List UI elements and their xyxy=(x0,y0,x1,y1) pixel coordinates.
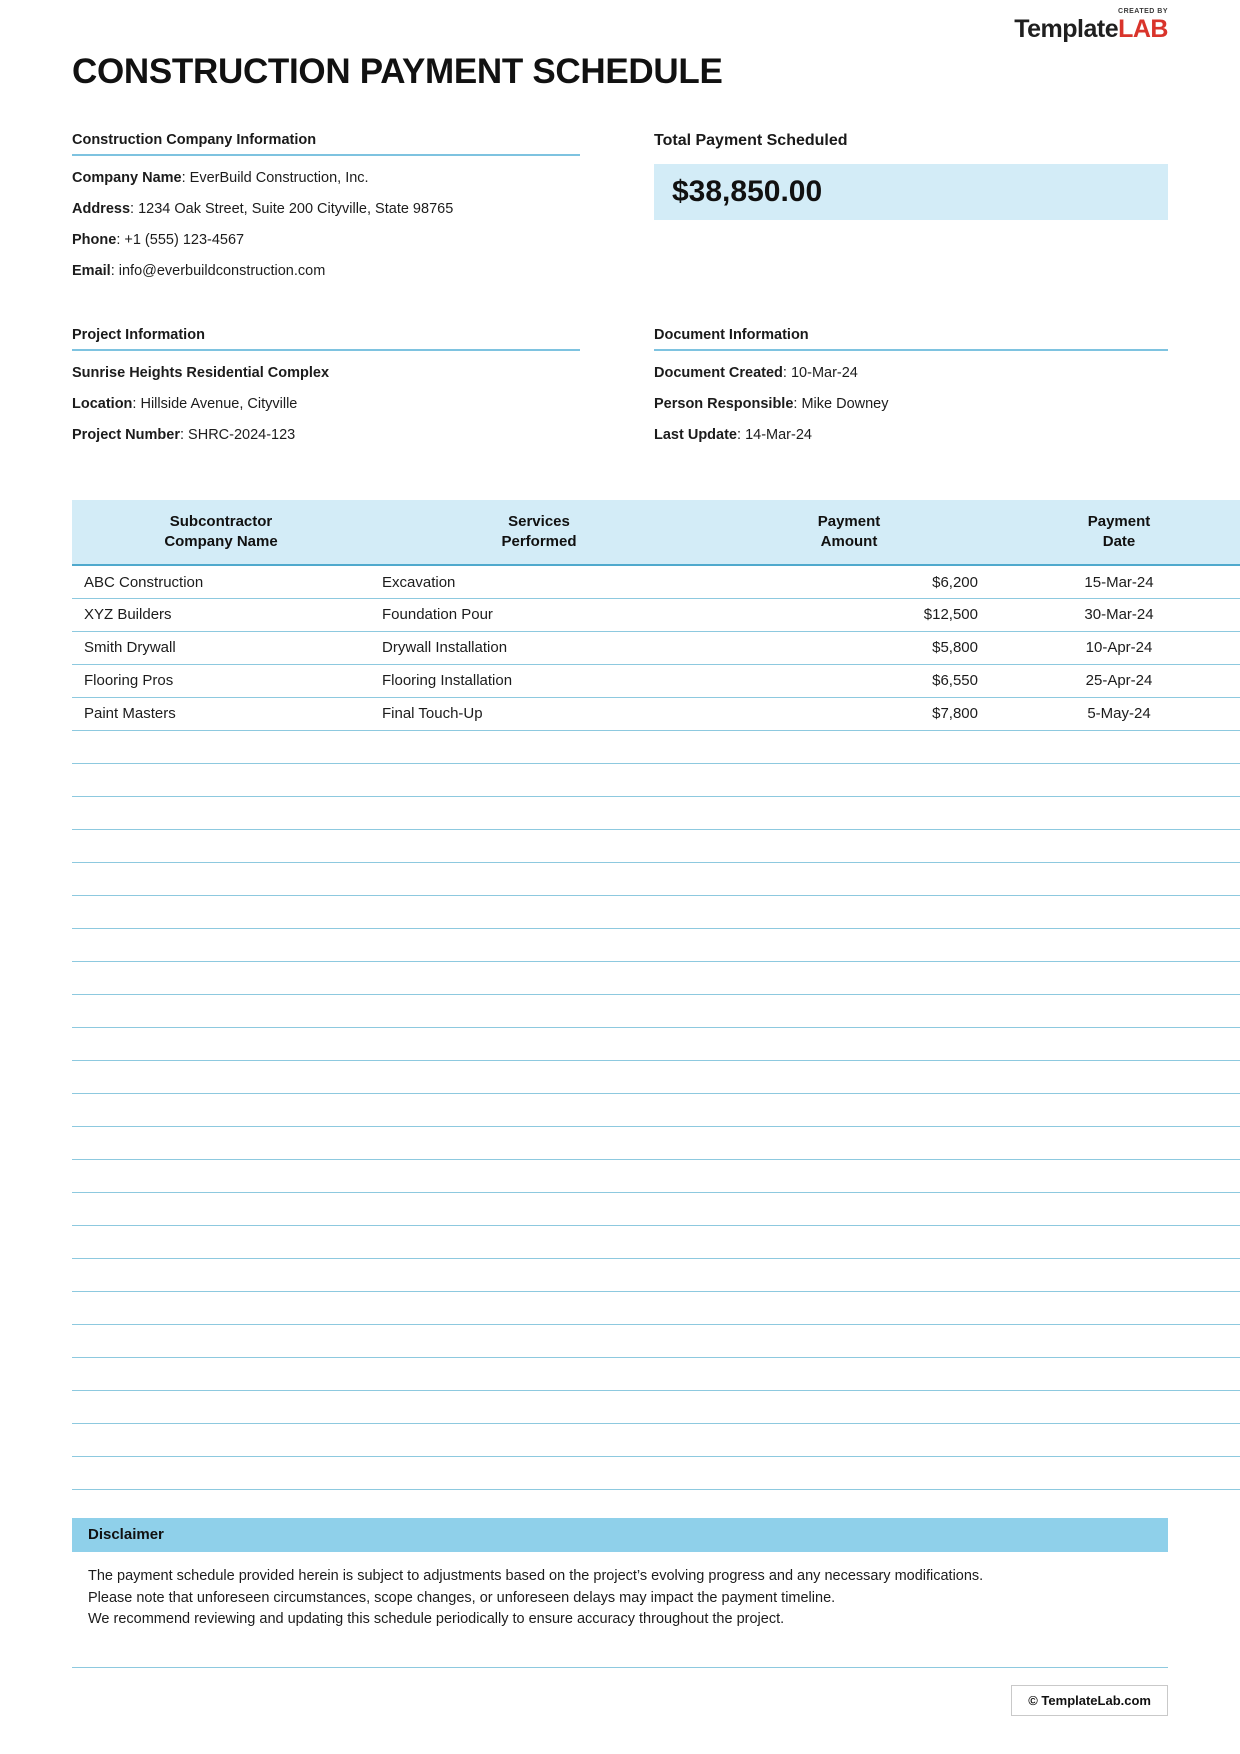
table-cell-empty[interactable] xyxy=(708,1390,990,1423)
table-cell-empty[interactable] xyxy=(708,1225,990,1258)
table-cell-empty[interactable] xyxy=(990,1324,1240,1357)
table-cell-empty[interactable] xyxy=(370,1060,708,1093)
table-cell-empty[interactable] xyxy=(708,895,990,928)
column-header-date-line1: Payment xyxy=(1087,512,1151,530)
table-row-empty[interactable] xyxy=(72,1423,1240,1456)
table-cell-empty[interactable] xyxy=(72,829,370,862)
table-cell-empty[interactable] xyxy=(708,1324,990,1357)
table-cell-empty[interactable] xyxy=(708,1093,990,1126)
table-row-empty[interactable] xyxy=(72,730,1240,763)
company-address-label: Address xyxy=(72,201,131,218)
bottom-divider xyxy=(72,1667,1168,1668)
column-header-amount xyxy=(708,500,990,566)
table-cell-empty[interactable] xyxy=(990,1390,1240,1423)
table-cell-empty[interactable] xyxy=(72,1423,370,1456)
table-cell-empty[interactable] xyxy=(72,1093,370,1126)
table-header-row xyxy=(72,500,1240,566)
table-row xyxy=(72,565,1240,598)
project-location-line: Location: Hillside Avenue, Cityville xyxy=(72,395,298,412)
table-row-empty[interactable] xyxy=(72,1291,1240,1324)
disclaimer-line-1: The payment schedule provided herein is subject to adjustments based on the project’s evolving progress and any necessary modifications. xyxy=(88,1567,984,1584)
company-name-label: Company Name xyxy=(72,170,182,186)
table-cell-empty[interactable] xyxy=(708,763,990,796)
table-row-empty[interactable] xyxy=(72,1456,1240,1489)
table-cell-empty[interactable] xyxy=(370,1291,708,1324)
column-header-subcontractor-line2: Company Name xyxy=(164,533,278,551)
table-cell-empty[interactable] xyxy=(708,1258,990,1291)
project-name-value: Sunrise Heights Residential Complex xyxy=(72,364,330,381)
table-cell-empty[interactable] xyxy=(708,862,990,895)
info-section-top xyxy=(72,132,1168,281)
table-cell-name: ABC Construction xyxy=(72,565,370,598)
company-phone-label: Phone xyxy=(72,232,117,249)
table-body xyxy=(72,565,1240,1489)
table-cell-serv: Excavation xyxy=(370,565,708,598)
table-row-empty[interactable] xyxy=(72,895,1240,928)
column-header-date xyxy=(990,500,1240,566)
table-cell-empty[interactable] xyxy=(708,994,990,1027)
column-spacer xyxy=(580,327,654,444)
table-cell-empty[interactable] xyxy=(990,994,1240,1027)
table-cell-amt: $5,800 xyxy=(708,631,990,664)
table-cell-date: 5-May-24 xyxy=(990,697,1240,730)
company-email-line: Email: info@everbuildconstruction.com xyxy=(72,263,326,280)
table-row-empty[interactable] xyxy=(72,1060,1240,1093)
document-created-line: Document Created: 10-Mar-24 xyxy=(654,364,858,381)
document-created-value: 10-Mar-24 xyxy=(790,364,858,381)
brand-name xyxy=(1014,17,1168,42)
table-cell-empty[interactable] xyxy=(990,1423,1240,1456)
table-row xyxy=(72,631,1240,664)
table-cell-empty[interactable] xyxy=(370,994,708,1027)
table-row-empty[interactable] xyxy=(72,1159,1240,1192)
company-name-line: Company Name: EverBuild Construction, Inc. xyxy=(72,170,369,186)
table-cell-date: 25-Apr-24 xyxy=(990,664,1240,697)
table-row xyxy=(72,664,1240,697)
company-email-value: info@everbuildconstruction.com xyxy=(118,263,326,280)
table-cell-empty[interactable] xyxy=(72,994,370,1027)
info-section-bottom xyxy=(72,327,1168,444)
document-updated-label: Last Update xyxy=(654,426,737,443)
table-header xyxy=(72,500,1240,566)
table-cell-empty[interactable] xyxy=(72,961,370,994)
project-information-block xyxy=(72,327,580,444)
payment-schedule-table xyxy=(72,500,1240,1490)
table-cell-empty[interactable] xyxy=(708,1027,990,1060)
table-cell-empty[interactable] xyxy=(370,796,708,829)
table-row xyxy=(72,598,1240,631)
column-header-date-line2: Date xyxy=(1102,533,1136,551)
table-cell-empty[interactable] xyxy=(708,1159,990,1192)
table-cell-empty[interactable] xyxy=(370,763,708,796)
table-cell-empty[interactable] xyxy=(990,1291,1240,1324)
table-cell-empty[interactable] xyxy=(370,1258,708,1291)
table-cell-empty[interactable] xyxy=(708,829,990,862)
table-cell-empty[interactable] xyxy=(990,763,1240,796)
table-cell-empty[interactable] xyxy=(370,1093,708,1126)
table-cell-empty[interactable] xyxy=(370,961,708,994)
table-cell-empty[interactable] xyxy=(370,829,708,862)
table-row-empty[interactable] xyxy=(72,1258,1240,1291)
table-cell-serv: Flooring Installation xyxy=(370,664,708,697)
templatelab-logo xyxy=(1014,8,1168,42)
document-updated-value: 14-Mar-24 xyxy=(745,426,812,443)
column-header-services-line2: Performed xyxy=(501,533,577,551)
total-payment-amount: $38,850.00 xyxy=(672,175,823,208)
table-cell-serv: Drywall Installation xyxy=(370,631,708,664)
payment-schedule-table-wrapper xyxy=(72,500,1168,1490)
table-cell-empty[interactable] xyxy=(990,1027,1240,1060)
table-cell-empty[interactable] xyxy=(72,1258,370,1291)
table-cell-empty[interactable] xyxy=(72,1390,370,1423)
table-row-empty[interactable] xyxy=(72,796,1240,829)
table-cell-serv: Final Touch-Up xyxy=(370,697,708,730)
table-cell-empty[interactable] xyxy=(72,1357,370,1390)
table-row-empty[interactable] xyxy=(72,829,1240,862)
table-cell-empty[interactable] xyxy=(708,928,990,961)
table-cell-empty[interactable] xyxy=(370,1225,708,1258)
table-cell-name: Flooring Pros xyxy=(72,664,370,697)
table-cell-name: Paint Masters xyxy=(72,697,370,730)
disclaimer-line-3: We recommend reviewing and updating this schedule periodically to ensure accuracy throughout the project. xyxy=(88,1611,785,1628)
table-cell-empty[interactable] xyxy=(708,730,990,763)
disclaimer-line-2: Please note that unforeseen circumstances, scope changes, or unforeseen delays may impact the payment timeline. xyxy=(88,1589,836,1606)
project-number-label: Project Number xyxy=(72,426,180,443)
table-cell-empty[interactable] xyxy=(990,895,1240,928)
company-email-label: Email xyxy=(72,263,111,280)
disclaimer-heading: Disclaimer xyxy=(72,1518,1168,1552)
table-row-empty[interactable] xyxy=(72,1093,1240,1126)
table-cell-amt: $6,200 xyxy=(708,565,990,598)
table-row-empty[interactable] xyxy=(72,1324,1240,1357)
table-cell-empty[interactable] xyxy=(990,1357,1240,1390)
table-cell-empty[interactable] xyxy=(708,1456,990,1489)
table-cell-empty[interactable] xyxy=(370,1192,708,1225)
table-cell-empty[interactable] xyxy=(990,1258,1240,1291)
table-row-empty[interactable] xyxy=(72,1192,1240,1225)
table-cell-empty[interactable] xyxy=(370,1126,708,1159)
table-cell-empty[interactable] xyxy=(72,1225,370,1258)
table-cell-empty[interactable] xyxy=(72,763,370,796)
table-cell-empty[interactable] xyxy=(72,928,370,961)
table-cell-empty[interactable] xyxy=(708,1126,990,1159)
table-cell-amt: $7,800 xyxy=(708,697,990,730)
table-row-empty[interactable] xyxy=(72,763,1240,796)
table-row-empty[interactable] xyxy=(72,1357,1240,1390)
table-row-empty[interactable] xyxy=(72,1027,1240,1060)
table-cell-empty[interactable] xyxy=(708,1060,990,1093)
table-cell-empty[interactable] xyxy=(370,1357,708,1390)
table-cell-empty[interactable] xyxy=(72,1159,370,1192)
document-created-label: Document Created xyxy=(654,364,783,381)
table-row-empty[interactable] xyxy=(72,961,1240,994)
company-phone-line: Phone: +1 (555) 123-4567 xyxy=(72,232,245,249)
document-person-label: Person Responsible xyxy=(654,395,794,412)
table-row-empty[interactable] xyxy=(72,928,1240,961)
table-cell-amt: $6,550 xyxy=(708,664,990,697)
column-header-subcontractor-line1: Subcontractor xyxy=(169,512,273,530)
table-row-empty[interactable] xyxy=(72,1390,1240,1423)
table-cell-date: 30-Mar-24 xyxy=(990,598,1240,631)
project-number-value: SHRC-2024-123 xyxy=(188,426,296,443)
table-cell-empty[interactable] xyxy=(370,1159,708,1192)
column-header-services-line1: Services xyxy=(508,512,570,530)
company-information-block xyxy=(72,132,580,281)
table-cell-empty[interactable] xyxy=(72,730,370,763)
table-row-empty[interactable] xyxy=(72,1126,1240,1159)
table-cell-empty[interactable] xyxy=(72,1126,370,1159)
table-cell-empty[interactable] xyxy=(72,1456,370,1489)
table-cell-empty[interactable] xyxy=(72,1027,370,1060)
table-cell-empty[interactable] xyxy=(708,796,990,829)
table-cell-empty[interactable] xyxy=(990,1159,1240,1192)
table-cell-empty[interactable] xyxy=(370,1456,708,1489)
table-cell-empty[interactable] xyxy=(990,829,1240,862)
table-cell-serv: Foundation Pour xyxy=(370,598,708,631)
table-cell-empty[interactable] xyxy=(370,1324,708,1357)
total-payment-box xyxy=(654,164,1168,220)
table-cell-empty[interactable] xyxy=(990,1225,1240,1258)
document-person-line: Person Responsible: Mike Downey xyxy=(654,395,889,412)
table-cell-empty[interactable] xyxy=(72,1291,370,1324)
disclaimer-body xyxy=(72,1552,1168,1631)
table-cell-empty[interactable] xyxy=(990,730,1240,763)
table-cell-empty[interactable] xyxy=(990,796,1240,829)
page-title: CONSTRUCTION PAYMENT SCHEDULE xyxy=(72,52,723,91)
table-cell-empty[interactable] xyxy=(990,1093,1240,1126)
brand-created-by-label: CREATED BY xyxy=(1118,8,1168,15)
table-cell-empty[interactable] xyxy=(72,862,370,895)
project-name-line xyxy=(72,364,580,382)
table-cell-empty[interactable] xyxy=(370,1390,708,1423)
total-payment-block xyxy=(654,132,1168,281)
table-cell-name: XYZ Builders xyxy=(72,598,370,631)
table-cell-empty[interactable] xyxy=(990,928,1240,961)
table-cell-empty[interactable] xyxy=(990,1456,1240,1489)
table-cell-date: 15-Mar-24 xyxy=(990,565,1240,598)
table-cell-empty[interactable] xyxy=(370,1027,708,1060)
table-cell-empty[interactable] xyxy=(72,796,370,829)
table-cell-empty[interactable] xyxy=(708,1192,990,1225)
project-location-label: Location xyxy=(72,395,133,412)
column-header-services xyxy=(370,500,708,566)
brand-name-lab: LAB xyxy=(1118,15,1168,43)
company-name-value: EverBuild Construction, Inc. xyxy=(189,170,369,186)
table-cell-empty[interactable] xyxy=(370,730,708,763)
table-cell-empty[interactable] xyxy=(370,895,708,928)
table-cell-empty[interactable] xyxy=(708,961,990,994)
column-header-amount-line1: Payment xyxy=(817,512,881,530)
project-number-line: Project Number: SHRC-2024-123 xyxy=(72,426,296,443)
company-address-value: 1234 Oak Street, Suite 200 Cityville, State 98765 xyxy=(138,201,454,218)
column-header-subcontractor xyxy=(72,500,370,566)
project-location-value: Hillside Avenue, Cityville xyxy=(140,395,298,412)
footer-copyright: © TemplateLab.com xyxy=(1011,1685,1168,1716)
table-cell-empty[interactable] xyxy=(990,1060,1240,1093)
table-cell-empty[interactable] xyxy=(370,1423,708,1456)
table-cell-empty[interactable] xyxy=(370,928,708,961)
table-cell-empty[interactable] xyxy=(990,1192,1240,1225)
table-row xyxy=(72,697,1240,730)
total-payment-heading: Total Payment Scheduled xyxy=(654,132,848,149)
table-cell-empty[interactable] xyxy=(370,862,708,895)
document-updated-line: Last Update: 14-Mar-24 xyxy=(654,426,812,443)
table-cell-empty[interactable] xyxy=(990,961,1240,994)
document-person-value: Mike Downey xyxy=(801,395,889,412)
table-cell-empty[interactable] xyxy=(72,1060,370,1093)
column-spacer xyxy=(580,132,654,281)
table-cell-amt: $12,500 xyxy=(708,598,990,631)
brand-name-template: Template xyxy=(1014,15,1119,43)
table-cell-empty[interactable] xyxy=(990,1126,1240,1159)
table-cell-date: 10-Apr-24 xyxy=(990,631,1240,664)
company-address-line: Address: 1234 Oak Street, Suite 200 Cityville, State 98765 xyxy=(72,201,454,218)
table-cell-empty[interactable] xyxy=(72,1192,370,1225)
table-cell-empty[interactable] xyxy=(990,862,1240,895)
table-row-empty[interactable] xyxy=(72,1225,1240,1258)
table-cell-name: Smith Drywall xyxy=(72,631,370,664)
table-cell-empty[interactable] xyxy=(72,1324,370,1357)
table-row-empty[interactable] xyxy=(72,994,1240,1027)
table-row-empty[interactable] xyxy=(72,862,1240,895)
document-information-block xyxy=(654,327,1168,444)
table-cell-empty[interactable] xyxy=(708,1357,990,1390)
table-cell-empty[interactable] xyxy=(708,1423,990,1456)
document-information-heading: Document Information xyxy=(654,327,1168,351)
project-information-heading: Project Information xyxy=(72,327,580,351)
company-information-heading: Construction Company Information xyxy=(72,132,580,156)
table-cell-empty[interactable] xyxy=(72,895,370,928)
table-cell-empty[interactable] xyxy=(708,1291,990,1324)
company-phone-value: +1 (555) 123-4567 xyxy=(124,232,245,249)
column-header-amount-line2: Amount xyxy=(820,533,878,551)
